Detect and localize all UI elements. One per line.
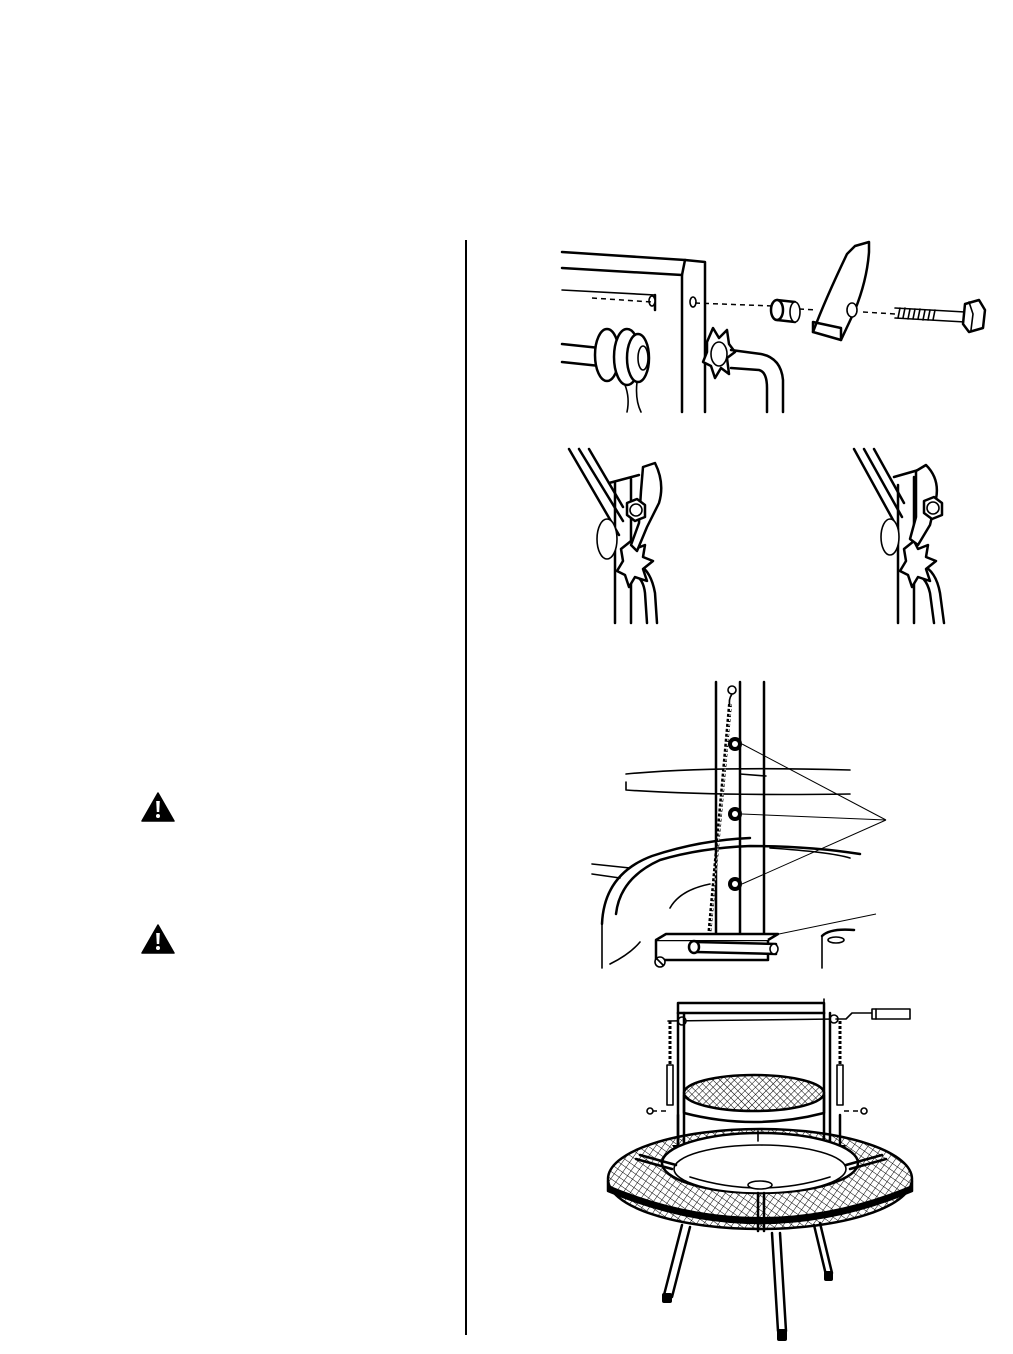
warning-triangle-icon	[141, 924, 175, 954]
crank-lock-engaged-figure	[565, 445, 705, 625]
column-divider	[465, 240, 467, 1335]
crank-lock-exploded-figure	[555, 240, 995, 420]
warning-triangle-icon	[141, 792, 175, 822]
chain-height-adjust-figure	[590, 678, 890, 978]
fire-pit-grill-assembly-figure	[600, 995, 920, 1345]
crank-lock-released-figure	[850, 445, 960, 625]
